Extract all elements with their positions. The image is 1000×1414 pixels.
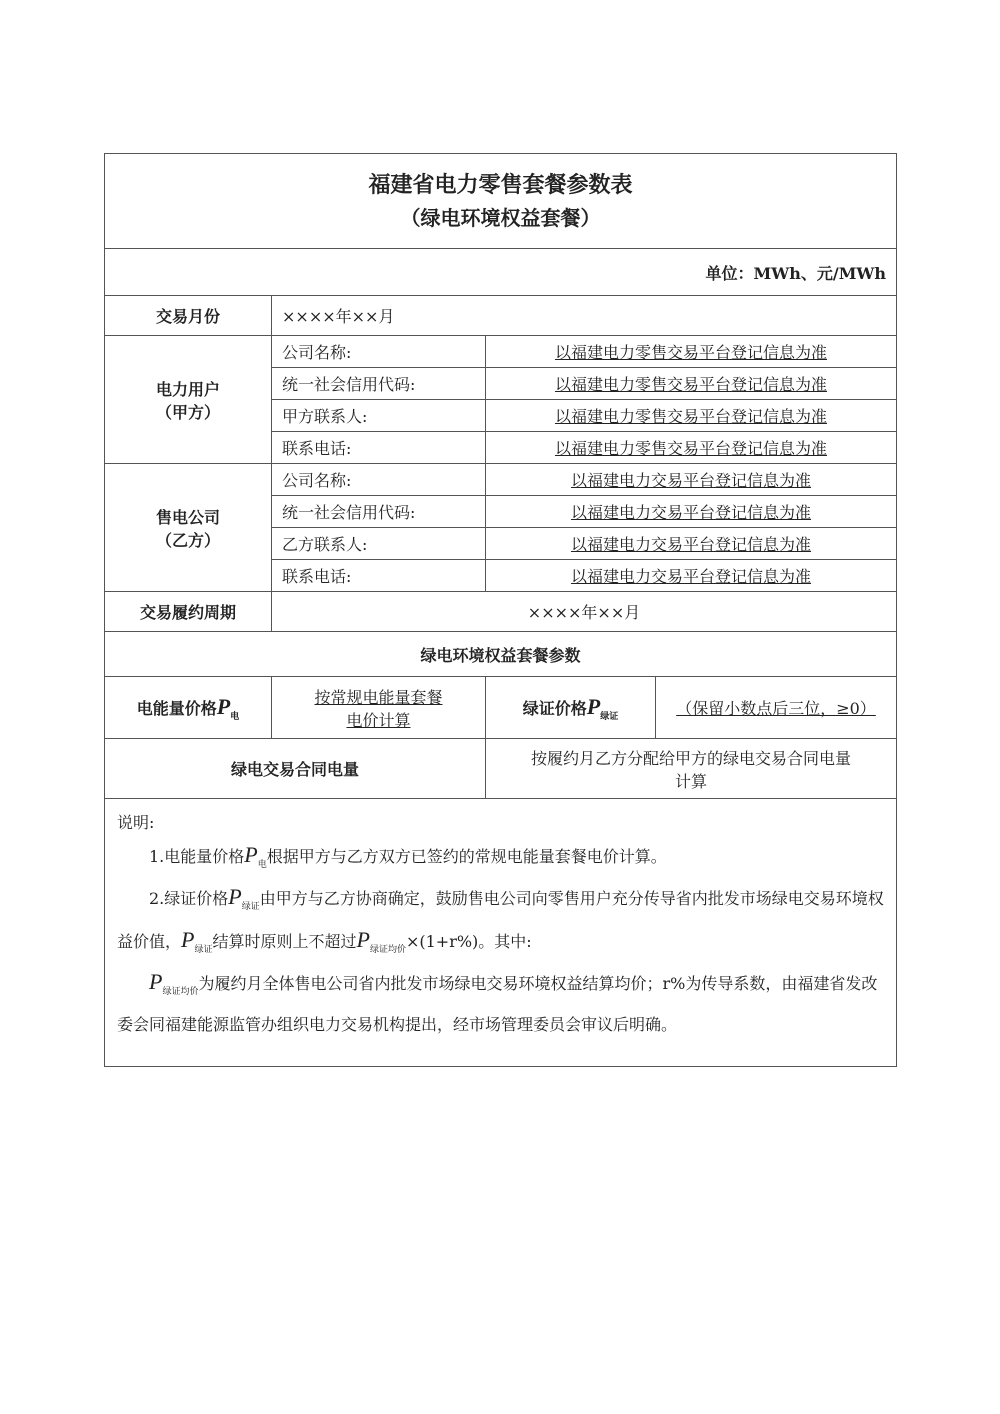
seller-label: 售电公司 （乙方） [105,464,272,592]
field-value[interactable]: 以福建电力交易平台登记信息为准 [486,560,897,592]
field-label: 公司名称: [272,464,486,496]
period-value[interactable]: ××××年××月 [272,592,897,632]
energy-price-label: 电能量价格$P_电$ [105,677,272,739]
note-1: 1.电能量价格$P_电$根据甲方与乙方双方已签约的常规电能量套餐电价计算。 [149,841,667,870]
field-label: 公司名称: [272,336,486,368]
field-value[interactable]: 以福建电力零售交易平台登记信息为准 [486,336,897,368]
period-label: 交易履约周期 [105,592,272,632]
field-value[interactable]: 以福建电力零售交易平台登记信息为准 [486,368,897,400]
user-label: 电力用户 （甲方） [105,336,272,464]
title-cell [105,154,897,249]
note-2: 2.绿证价格$P_{绿证}$由甲方与乙方协商确定，鼓励售电公司向零售用户充分传导省内批发市场绿电交易环境权益价值，$P_{绿证}$结算时原则上不超过$P_{绿证均价}\times(1+r\%)$。其中: [117,884,884,955]
field-label: 乙方联系人: [272,528,486,560]
page-title: 福建省电力零售套餐参数表 [368,172,633,198]
field-value[interactable]: 以福建电力交易平台登记信息为准 [486,528,897,560]
field-label: 联系电话: [272,560,486,592]
field-label: 甲方联系人: [272,400,486,432]
cert-price-label: 绿证价格$P_{绿证}$ [486,677,656,739]
notes-heading: 说明: [117,813,155,832]
page-subtitle: （绿电环境权益套餐） [400,206,601,230]
field-label: 联系电话: [272,432,486,464]
trade-month-label: 交易月份 [105,296,272,336]
field-value[interactable]: 以福建电力零售交易平台登记信息为准 [486,432,897,464]
green-volume-label: 绿电交易合同电量 [105,739,486,799]
field-value[interactable]: 以福建电力交易平台登记信息为准 [486,496,897,528]
cert-price-value[interactable]: （保留小数点后三位，≥0） [656,677,897,739]
unit-label: 单位：MWh、元/MWh [105,249,897,296]
green-volume-value[interactable]: 按履约月乙方分配给甲方的绿电交易合同电量 计算 [486,739,897,799]
params-header: 绿电环境权益套餐参数 [105,632,897,677]
parameter-table [104,153,897,1067]
field-value[interactable]: 以福建电力交易平台登记信息为准 [486,464,897,496]
field-label: 统一社会信用代码: [272,368,486,400]
field-value[interactable]: 以福建电力零售交易平台登记信息为准 [486,400,897,432]
note-3: $P_{绿证均价}$为履约月全体售电公司省内批发市场绿电交易环境权益结算均价；r%为传导系数，由福建省发改委会同福建能源监管办组织电力交易机构提出，经市场管理委员会审议后明确。 [117,969,878,1034]
energy-price-value[interactable]: 按常规电能量套餐 电价计算 [272,677,486,739]
notes [105,799,897,1067]
trade-month-value[interactable]: ××××年××月 [272,296,897,336]
field-label: 统一社会信用代码: [272,496,486,528]
